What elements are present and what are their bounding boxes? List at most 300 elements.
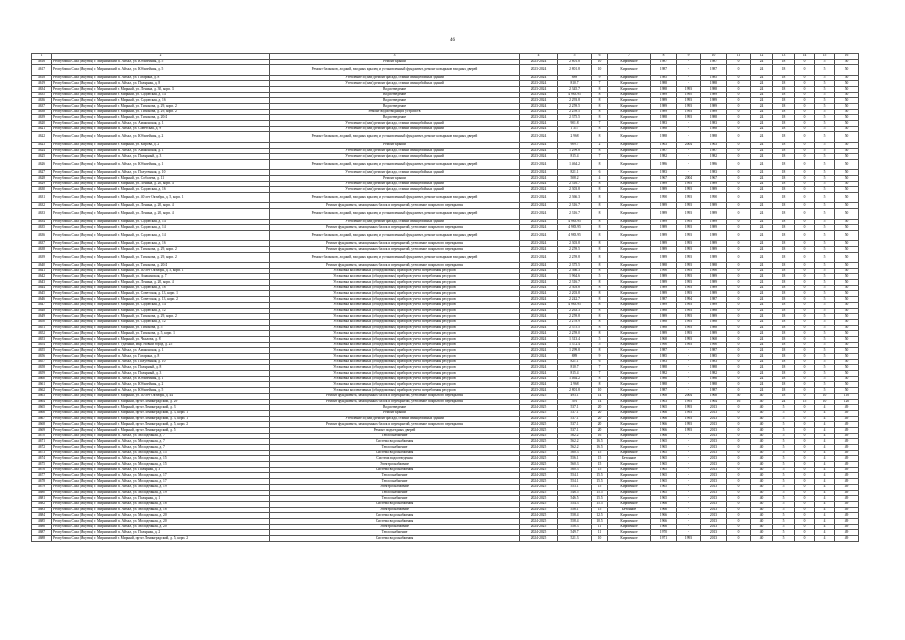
- repair-year-cell: 1993: [677, 536, 701, 542]
- period-cell: 2024-2025: [520, 433, 558, 439]
- col-15-cell: 10: [815, 393, 835, 399]
- col-16-cell: 50: [835, 365, 859, 371]
- work-type-cell: Система водоснабжения: [270, 467, 520, 473]
- col-12-cell: 24: [751, 268, 773, 274]
- col-14-cell: 0: [795, 382, 815, 388]
- work-type-cell: Система водоснабжения: [270, 518, 520, 524]
- col-12-cell: 24: [751, 115, 773, 121]
- col-14-cell: 0: [795, 175, 815, 181]
- col-15-cell: 5: [815, 115, 835, 121]
- col-11-cell: 0: [727, 479, 751, 485]
- wall-material-cell: Кирпичное: [608, 285, 651, 291]
- address-cell: Республика Саха (Якутия) г. Мирнинский п. Айхал, ул. Полутенная, д. 10: [52, 359, 270, 365]
- row-number: 4683: [32, 507, 52, 513]
- build-year-cell: 1990: [651, 268, 677, 274]
- row-number: 4638: [32, 109, 52, 115]
- row-number: 4650: [32, 319, 52, 325]
- col-16-cell: 50: [835, 81, 859, 87]
- area-cell: 1 313.4: [558, 336, 592, 342]
- build-year-cell: 1988: [651, 382, 677, 388]
- wall-material-cell: Кирпичное: [608, 484, 651, 490]
- build-year-cell: 1990: [651, 193, 677, 203]
- row-number: 4630: [32, 187, 52, 193]
- col-14-cell: 0: [795, 59, 815, 65]
- work-type-cell: Водоотведение: [270, 98, 520, 104]
- address-cell: Республика Саха (Якутия) г. Мирнинский п. Айхал, ул. Гагарина, д. 8: [52, 75, 270, 81]
- repair-year-cell: -: [677, 126, 701, 132]
- col-11-cell: 0: [727, 241, 751, 247]
- address-cell: Республика Саха (Якутия) г. Мирнинский п. Айхал, ул. Молодежная, д. 20: [52, 513, 270, 519]
- work-type-cell: Установка коллективных (общедомовых) приборов учета потребления ресурсов: [270, 285, 520, 291]
- floors-cell: 7: [592, 365, 608, 371]
- column-number-15: 15: [815, 54, 835, 60]
- col-13-cell: 18: [773, 297, 795, 303]
- repair-year-cell: -: [677, 75, 701, 81]
- area-cell: 553.1: [558, 484, 592, 490]
- col-15-cell: 5: [815, 246, 835, 252]
- last-repair-cell: 1989: [701, 109, 727, 115]
- col-13-cell: 5: [773, 479, 795, 485]
- area-cell: 537.1: [558, 427, 592, 433]
- period-cell: 2023-2024: [520, 376, 558, 382]
- area-cell: 554.1: [558, 473, 592, 479]
- build-year-cell: 1988: [651, 308, 677, 314]
- period-cell: 2023-2024: [520, 354, 558, 360]
- build-year-cell: 1989: [651, 246, 677, 252]
- col-14-cell: 0: [795, 439, 815, 445]
- col-12-cell: 40: [751, 422, 773, 428]
- area-cell: 1 964.6: [558, 274, 592, 280]
- build-year-cell: 1989: [651, 104, 677, 110]
- repair-year-cell: -: [677, 59, 701, 65]
- wall-material-cell: Кирпичное: [608, 86, 651, 92]
- work-type-cell: Утепление и (или) ремонт фасада, ставни свинцобойных зданий: [270, 148, 520, 154]
- repair-year-cell: 1993: [677, 219, 701, 225]
- col-11-cell: 0: [727, 132, 751, 142]
- col-15-cell: 4: [815, 501, 835, 507]
- row-number: 4686: [32, 524, 52, 530]
- floors-cell: 8: [592, 230, 608, 240]
- wall-material-cell: Кирпичное: [608, 467, 651, 473]
- col-15-cell: 4: [815, 462, 835, 468]
- repair-year-cell: -: [677, 382, 701, 388]
- col-13-cell: 18: [773, 393, 795, 399]
- build-year-cell: 1989: [651, 331, 677, 337]
- area-cell: 556.1: [558, 456, 592, 462]
- wall-material-cell: Кирпичное: [608, 203, 651, 209]
- row-number: 4647: [32, 302, 52, 308]
- col-15-cell: 4: [815, 427, 835, 433]
- area-cell: 1 372.4: [558, 342, 592, 348]
- col-12-cell: 40: [751, 462, 773, 468]
- col-11-cell: 0: [727, 501, 751, 507]
- build-year-cell: 1988: [651, 263, 677, 269]
- floors-cell: 20: [592, 422, 608, 428]
- address-cell: Республика Саха (Якутия) г. Мирнинский п. Айхал, ул. Гагарина, д. 8: [52, 354, 270, 360]
- col-11-cell: 0: [727, 252, 751, 262]
- address-cell: Республика Саха (Якутия) г. Мирнинский г. Мирный, ул. Садовская, д. 14: [52, 92, 270, 98]
- col-16-cell: 50: [835, 241, 859, 247]
- col-16-cell: 50: [835, 342, 859, 348]
- work-type-cell: Установка коллективных (общедомовых) приборов учета потребления ресурсов: [270, 371, 520, 377]
- repair-year-cell: -: [677, 513, 701, 519]
- last-repair-cell: 2013: [701, 479, 727, 485]
- period-cell: 2023-2024: [520, 230, 558, 240]
- work-type-cell: Установка коллективных (общедомовых) приборов учета потребления ресурсов: [270, 280, 520, 286]
- col-11-cell: 0: [727, 462, 751, 468]
- work-type-cell: Ремонт фундамента, замощенных балок и перекрытий, утепление покрытого перекрытия: [270, 263, 520, 269]
- last-repair-cell: 1990: [701, 193, 727, 203]
- col-14-cell: 0: [795, 268, 815, 274]
- last-repair-cell: 1968: [701, 336, 727, 342]
- col-15-cell: 4: [815, 422, 835, 428]
- row-number: 4631: [32, 193, 52, 203]
- period-cell: 2023-2024: [520, 98, 558, 104]
- wall-material-cell: Кирпичное: [608, 331, 651, 337]
- col-11-cell: 0: [727, 203, 751, 209]
- period-cell: 2024-2025: [520, 473, 558, 479]
- area-cell: 562.2: [558, 433, 592, 439]
- col-13-cell: 18: [773, 342, 795, 348]
- period-cell: 2024-2025: [520, 445, 558, 451]
- col-12-cell: 40: [751, 536, 773, 542]
- wall-material-cell: Кирпичное: [608, 175, 651, 181]
- repair-year-cell: -: [677, 467, 701, 473]
- last-repair-cell: 1987: [701, 348, 727, 354]
- build-year-cell: 1965: [651, 462, 677, 468]
- col-11-cell: 0: [727, 308, 751, 314]
- last-repair-cell: 1988: [701, 308, 727, 314]
- address-cell: Республика Саха (Якутия) г. Мирнинский п. Айхал, ул. Юбилейная, д. 1: [52, 376, 270, 382]
- build-year-cell: 1989: [651, 285, 677, 291]
- area-cell: 2 316.7: [558, 280, 592, 286]
- work-type-cell: Теплоснабжение: [270, 496, 520, 502]
- address-cell: Республика Саха (Якутия) г. Мирнинский г. Мирный, ул. Тихонова, д. 29, корп. 2: [52, 246, 270, 252]
- last-repair-cell: 1983: [701, 121, 727, 127]
- col-15-cell: 5: [815, 75, 835, 81]
- col-14-cell: 0: [795, 98, 815, 104]
- col-11-cell: 0: [727, 473, 751, 479]
- wall-material-cell: Кирпичное: [608, 104, 651, 110]
- address-cell: Республика Саха (Якутия) г. Мирнинский п. Айхал, ул. Амаконская, д. 1: [52, 348, 270, 354]
- col-12-cell: 24: [751, 302, 773, 308]
- repair-year-cell: 1993: [677, 230, 701, 240]
- row-number: 4627: [32, 170, 52, 176]
- col-11-cell: 50: [727, 393, 751, 399]
- work-type-cell: Теплоснабжение: [270, 490, 520, 496]
- work-type-cell: Ремонт фундамента, замощенных балок и перекрытий, утепление покрытого перекрытия: [270, 246, 520, 252]
- floors-cell: 5: [592, 342, 608, 348]
- area-cell: 521.3: [558, 536, 592, 542]
- period-cell: 2023-2024: [520, 308, 558, 314]
- floors-cell: 14: [592, 399, 608, 405]
- col-11-cell: 0: [727, 154, 751, 160]
- last-repair-cell: 1987: [701, 388, 727, 394]
- address-cell: Республика Саха (Якутия) г. Мирнинский п. Айхал, ул. Полярный, д. 3: [52, 154, 270, 160]
- repair-year-cell: -: [677, 507, 701, 513]
- col-15-cell: 5: [815, 297, 835, 303]
- last-repair-cell: 1985: [701, 75, 727, 81]
- repair-year-cell: -: [677, 81, 701, 87]
- wall-material-cell: Кирпичное: [608, 325, 651, 331]
- col-15-cell: 5: [815, 154, 835, 160]
- area-cell: 558.1: [558, 507, 592, 513]
- col-15-cell: 4: [815, 530, 835, 536]
- column-number-5: 5: [558, 54, 592, 60]
- col-16-cell: 50: [835, 181, 859, 187]
- col-16-cell: 50: [835, 230, 859, 240]
- work-type-cell: Ремонт фундамента, замощенных балок и перекрытий, утепление покрытого перекрытия: [270, 203, 520, 209]
- row-number: 4636: [32, 230, 52, 240]
- floors-cell: 15: [592, 484, 608, 490]
- col-14-cell: 0: [795, 354, 815, 360]
- address-cell: Республика Саха (Якутия) г. Мирнинский п. Айхал, ул. Полярный, д. 3: [52, 371, 270, 377]
- last-repair-cell: 1985: [701, 354, 727, 360]
- build-year-cell: 1985: [651, 75, 677, 81]
- capital-repair-register-table: [31, 53, 859, 542]
- build-year-cell: 1989: [651, 187, 677, 193]
- col-13-cell: 18: [773, 219, 795, 225]
- work-type-cell: Установка коллективных (общедомовых) приборов учета потребления ресурсов: [270, 308, 520, 314]
- repair-year-cell: 1993: [677, 422, 701, 428]
- col-12-cell: 24: [751, 104, 773, 110]
- area-cell: 493.1: [558, 393, 592, 399]
- col-12-cell: 24: [751, 187, 773, 193]
- repair-year-cell: -: [677, 132, 701, 142]
- col-11-cell: 0: [727, 121, 751, 127]
- col-11-cell: 0: [727, 382, 751, 388]
- column-number-13: 13: [773, 54, 795, 60]
- col-15-cell: 4: [815, 518, 835, 524]
- col-12-cell: 24: [751, 348, 773, 354]
- floors-cell: 5: [592, 274, 608, 280]
- col-14-cell: 0: [795, 484, 815, 490]
- column-number-14: 14: [795, 54, 815, 60]
- last-repair-cell: 1964: [701, 399, 727, 405]
- floors-cell: 11: [592, 524, 608, 530]
- area-cell: 2 968: [558, 382, 592, 388]
- col-13-cell: 18: [773, 331, 795, 337]
- period-cell: 2023-2024: [520, 209, 558, 219]
- build-year-cell: 1987: [651, 388, 677, 394]
- row-number: 4668: [32, 422, 52, 428]
- period-cell: 2023-2024: [520, 302, 558, 308]
- repair-year-cell: 1993: [677, 308, 701, 314]
- last-repair-cell: 1989: [701, 203, 727, 209]
- period-cell: 2024-2025: [520, 456, 558, 462]
- wall-material-cell: Кирпичное: [608, 121, 651, 127]
- page-number: 46: [450, 38, 455, 43]
- period-cell: 2023-2024: [520, 159, 558, 169]
- last-repair-cell: 1989: [701, 241, 727, 247]
- col-14-cell: 0: [795, 297, 815, 303]
- area-cell: 821.1: [558, 170, 592, 176]
- build-year-cell: 1989: [651, 92, 677, 98]
- floors-cell: 14: [592, 393, 608, 399]
- area-cell: 2 366.3: [558, 268, 592, 274]
- col-11-cell: 0: [727, 225, 751, 231]
- floors-cell: 10.5: [592, 518, 608, 524]
- col-12-cell: 24: [751, 181, 773, 187]
- floors-cell: 7: [592, 154, 608, 160]
- col-14-cell: 0: [795, 536, 815, 542]
- work-type-cell: Ремонт фундамента, замощенных балок и перекрытий, утепление покрытого перекрытия: [270, 393, 520, 399]
- col-16-cell: 50: [835, 75, 859, 81]
- col-14-cell: 0: [795, 359, 815, 365]
- col-15-cell: 5: [815, 121, 835, 127]
- col-15-cell: 4: [815, 467, 835, 473]
- col-16-cell: 50: [835, 354, 859, 360]
- build-year-cell: 1987: [651, 348, 677, 354]
- col-16-cell: 50: [835, 359, 859, 365]
- row-number: 4657: [32, 359, 52, 365]
- col-16-cell: 49: [835, 462, 859, 468]
- repair-year-cell: 1993: [677, 203, 701, 209]
- repair-year-cell: 1993: [677, 86, 701, 92]
- col-12-cell: 24: [751, 225, 773, 231]
- build-year-cell: 1988: [651, 132, 677, 142]
- period-cell: 2024-2025: [520, 422, 558, 428]
- col-15-cell: 5: [815, 274, 835, 280]
- col-12-cell: 24: [751, 203, 773, 209]
- wall-material-cell: Бетонное: [608, 507, 651, 513]
- area-cell: 558.4: [558, 513, 592, 519]
- build-year-cell: 1966: [651, 518, 677, 524]
- area-cell: 2 259.5: [558, 104, 592, 110]
- col-14-cell: 0: [795, 427, 815, 433]
- floors-cell: 15: [592, 450, 608, 456]
- col-16-cell: 49: [835, 530, 859, 536]
- col-12-cell: 40: [751, 467, 773, 473]
- repair-year-cell: -: [677, 371, 701, 377]
- work-type-cell: Теплоснабжение: [270, 445, 520, 451]
- floors-cell: 8: [592, 193, 608, 203]
- address-cell: Республика Саха (Якутия) г. Мирнинский г. Мирный, ул. Чкалова, д. 8: [52, 336, 270, 342]
- col-15-cell: 4: [815, 507, 835, 513]
- row-number: 4658: [32, 365, 52, 371]
- col-12-cell: 24: [751, 382, 773, 388]
- col-14-cell: 0: [795, 302, 815, 308]
- col-13-cell: 18: [773, 92, 795, 98]
- col-15-cell: 5: [815, 371, 835, 377]
- repair-year-cell: -: [677, 433, 701, 439]
- col-12-cell: 40: [751, 416, 773, 422]
- period-cell: 2023-2024: [520, 175, 558, 181]
- col-14-cell: 0: [795, 115, 815, 121]
- row-number: 4679: [32, 484, 52, 490]
- area-cell: 537.1: [558, 416, 592, 422]
- period-cell: 2023-2024: [520, 280, 558, 286]
- last-repair-cell: 1982: [701, 371, 727, 377]
- col-15-cell: 5: [815, 159, 835, 169]
- address-cell: Республика Саха (Якутия) г. Мирнинский г. Мирный, ул. 40 лет Октября, д. 44: [52, 393, 270, 399]
- col-16-cell: 50: [835, 132, 859, 142]
- last-repair-cell: 1986: [701, 376, 727, 382]
- col-15-cell: 4: [815, 536, 835, 542]
- col-15-cell: 5: [815, 109, 835, 115]
- col-16-cell: 50: [835, 154, 859, 160]
- col-15-cell: 5: [815, 187, 835, 193]
- address-cell: Республика Саха (Якутия) г. Мирнинский п. Айхал, ул. Юбилейная, д. 5: [52, 65, 270, 75]
- build-year-cell: 1965: [651, 490, 677, 496]
- build-year-cell: 1983: [651, 359, 677, 365]
- col-13-cell: 5: [773, 450, 795, 456]
- address-cell: Республика Саха (Якутия) г. Мирнинский п. Айхал, ул. Молодежная, д. 15: [52, 456, 270, 462]
- repair-year-cell: 1993: [677, 252, 701, 262]
- last-repair-cell: 2013: [701, 439, 727, 445]
- col-14-cell: 0: [795, 513, 815, 519]
- build-year-cell: 1966: [651, 513, 677, 519]
- wall-material-cell: Кирпичное: [608, 416, 651, 422]
- build-year-cell: 1987: [651, 297, 677, 303]
- repair-year-cell: 1993: [677, 209, 701, 219]
- col-14-cell: 0: [795, 203, 815, 209]
- wall-material-cell: Кирпичное: [608, 241, 651, 247]
- col-14-cell: 0: [795, 246, 815, 252]
- col-11-cell: 0: [727, 291, 751, 297]
- row-number: 4621: [32, 126, 52, 132]
- col-15-cell: 5: [815, 348, 835, 354]
- build-year-cell: 1965: [651, 496, 677, 502]
- area-cell: 4 983.95: [558, 92, 592, 98]
- col-11-cell: 0: [727, 81, 751, 87]
- area-cell: 537.1: [558, 405, 592, 411]
- area-cell: 549.7: [558, 530, 592, 536]
- area-cell: 1 464.2: [558, 159, 592, 169]
- floors-cell: 15: [592, 467, 608, 473]
- address-cell: Республика Саха (Якутия) г. Мирнинский п. Айхал, ул. Молодежная, д. 20: [52, 524, 270, 530]
- col-11-cell: 0: [727, 410, 751, 416]
- col-11-cell: 0: [727, 359, 751, 365]
- col-16-cell: 49: [835, 473, 859, 479]
- floors-cell: 8: [592, 126, 608, 132]
- wall-material-cell: Кирпичное: [608, 148, 651, 154]
- work-type-cell: Водоотведение: [270, 115, 520, 121]
- repair-year-cell: -: [677, 376, 701, 382]
- col-16-cell: 50: [835, 336, 859, 342]
- build-year-cell: 1968: [651, 336, 677, 342]
- col-14-cell: 0: [795, 388, 815, 394]
- col-14-cell: 0: [795, 65, 815, 75]
- area-cell: 2 278.9: [558, 319, 592, 325]
- period-cell: 2023-2024: [520, 336, 558, 342]
- wall-material-cell: Кирпичное: [608, 308, 651, 314]
- address-cell: Республика Саха (Якутия) г. Мирнинский г. Мирный, ул. Садовская, д. 14: [52, 302, 270, 308]
- col-15-cell: 4: [815, 445, 835, 451]
- address-cell: Республика Саха (Якутия) г. Мирнинский г. Мирный, ул. Садовская, д. 16: [52, 285, 270, 291]
- period-cell: 2023-2024: [520, 241, 558, 247]
- build-year-cell: 1989: [651, 230, 677, 240]
- col-15-cell: 5: [815, 325, 835, 331]
- address-cell: Республика Саха (Якутия) г. Мирнинский п. Айхал, ул. Молодежная, д. 17: [52, 473, 270, 479]
- build-year-cell: 1990: [651, 342, 677, 348]
- work-type-cell: Ремонт крыши: [270, 175, 520, 181]
- col-15-cell: 5: [815, 175, 835, 181]
- column-number-16: 16: [835, 54, 859, 60]
- col-13-cell: 18: [773, 263, 795, 269]
- col-13-cell: 18: [773, 154, 795, 160]
- repair-year-cell: -: [677, 530, 701, 536]
- address-cell: Республика Саха (Якутия) г. Мирнинский п. Айхал, ул. Молодежная, д. 7: [52, 433, 270, 439]
- floors-cell: 15: [592, 507, 608, 513]
- col-16-cell: 49: [835, 490, 859, 496]
- wall-material-cell: Кирпичное: [608, 181, 651, 187]
- period-cell: 2024-2025: [520, 427, 558, 433]
- col-11-cell: 0: [727, 263, 751, 269]
- wall-material-cell: Кирпичное: [608, 376, 651, 382]
- row-number: 4634: [32, 219, 52, 225]
- row-number: 4623: [32, 142, 52, 148]
